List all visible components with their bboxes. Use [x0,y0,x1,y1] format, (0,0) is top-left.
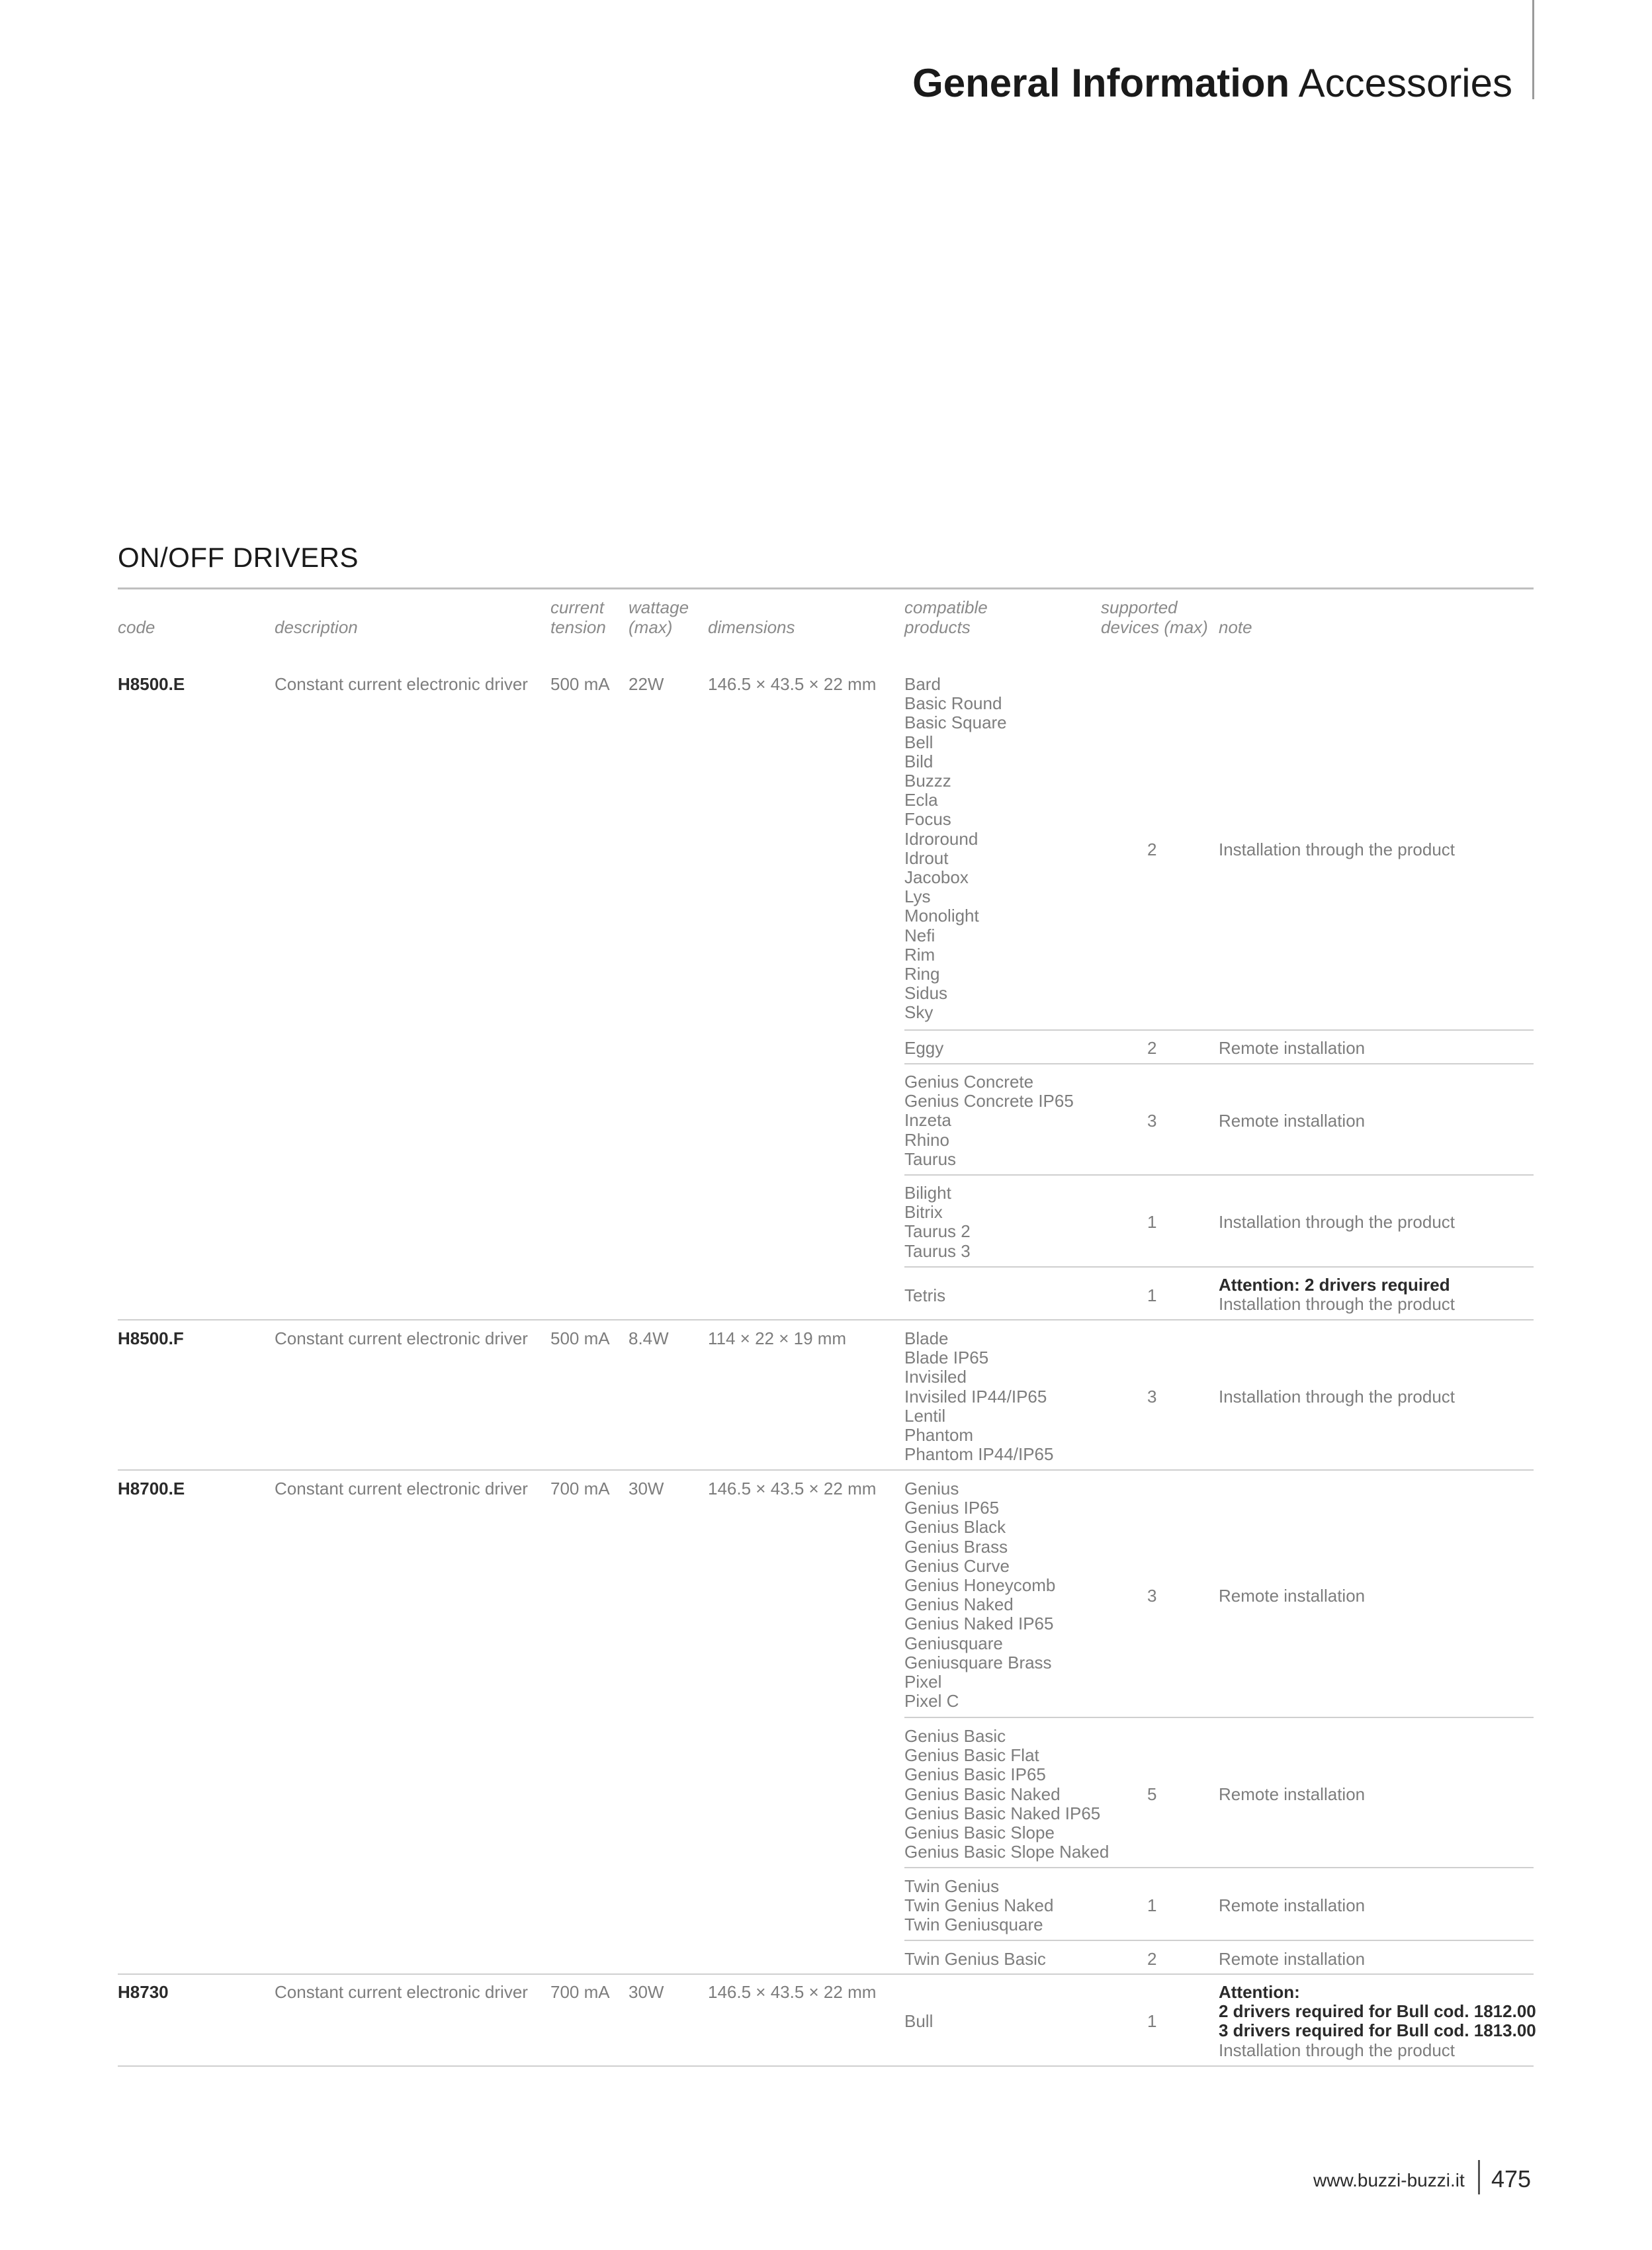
note-attention: Attention: 2 drivers required [1219,1275,1450,1295]
driver-wattage: 30W [629,1982,664,2002]
compatible-products: Genius Basic Genius Basic Flat Genius Basic IP65 Genius Basic Naked Genius Basic Naked IP65 Genius Basic Slope Genius Basic Slope Naked [904,1726,1109,1862]
compatible-products: Genius Concrete Genius Concrete IP65 Inzeta Rhino Taurus [904,1072,1074,1169]
driver-divider [118,1973,1534,1975]
column-header-wattage: wattage (max) [629,597,689,637]
supported-devices: 3 [1147,1586,1157,1606]
supported-devices: 2 [1147,1949,1157,1969]
note: Installation through the product [1219,1212,1456,1232]
supported-devices: 1 [1147,1895,1157,1915]
driver-current: 500 mA [550,674,610,694]
row-divider [904,1063,1534,1064]
supported-devices: 1 [1147,1285,1157,1305]
compatible-products: Twin Genius Twin Genius Naked Twin Geniusquare [904,1876,1054,1935]
note-attention: Attention: 2 drivers required for Bull cod. 1812.00 3 drivers required for Bull cod. 1813.00 [1219,1982,1536,2041]
note: Remote installation [1219,1895,1366,1915]
note: Installation through the product [1219,1294,1456,1314]
note: Remote installation [1219,1111,1366,1131]
driver-divider [118,1469,1534,1471]
row-divider [904,1174,1534,1176]
supported-devices: 2 [1147,1038,1157,1058]
compatible-products: Tetris [904,1285,946,1305]
note: Installation through the product [1219,2040,1456,2060]
driver-current: 700 mA [550,1982,610,2002]
compatible-products: Bull [904,2011,934,2031]
footer-divider [1478,2160,1480,2194]
column-header-supported: supported devices (max) [1101,597,1208,637]
compatible-products: Bard Basic Round Basic Square Bell Bild Buzzz Ecla Focus Idroround Idrout Jacobox Lys Monolight Nefi Rim Ring Sidus Sky [904,674,1007,1023]
note: Remote installation [1219,1038,1366,1058]
page-number: 475 [1491,2165,1532,2192]
driver-description: Constant current electronic driver [275,1328,528,1348]
column-header-current: current tension [550,597,606,637]
supported-devices: 1 [1147,1212,1157,1232]
driver-wattage: 30W [629,1479,664,1498]
compatible-products: Bilight Bitrix Taurus 2 Taurus 3 [904,1183,971,1261]
supported-devices: 3 [1147,1387,1157,1406]
column-header-compatible: compatible products [904,597,988,637]
supported-devices: 3 [1147,1111,1157,1131]
driver-code: H8500.F [118,1328,184,1348]
driver-description: Constant current electronic driver [275,1982,528,2002]
table-top-rule [118,587,1534,589]
column-header-code: code [118,617,155,637]
column-header-description: description [275,617,358,637]
table-bottom-rule [118,2065,1534,2067]
compatible-products: Blade Blade IP65 Invisiled Invisiled IP44/IP65 Lentil Phantom Phantom IP44/IP65 [904,1328,1054,1465]
driver-description: Constant current electronic driver [275,674,528,694]
driver-current: 500 mA [550,1328,610,1348]
driver-code: H8730 [118,1982,169,2002]
driver-code: H8500.E [118,674,185,694]
driver-wattage: 8.4W [629,1328,669,1348]
supported-devices: 1 [1147,2011,1157,2031]
compatible-products: Genius Genius IP65 Genius Black Genius Brass Genius Curve Genius Honeycomb Genius Naked Genius Naked IP65 Geniusquare Geniusquare Brass Pixel Pixel C [904,1479,1056,1711]
driver-wattage: 22W [629,674,664,694]
column-header-note: note [1219,617,1252,637]
driver-dimensions: 114 × 22 × 19 mm [708,1328,847,1348]
row-divider [904,1940,1534,1941]
page-title [912,61,1512,105]
section-title: ON/OFF DRIVERS [118,542,359,573]
driver-code: H8700.E [118,1479,185,1498]
supported-devices: 2 [1147,840,1157,859]
note: Remote installation [1219,1586,1366,1606]
note: Remote installation [1219,1949,1366,1969]
driver-dimensions: 146.5 × 43.5 × 22 mm [708,674,877,694]
compatible-products: Eggy [904,1038,944,1058]
row-divider [904,1717,1534,1718]
driver-divider [118,1319,1534,1320]
page-title-bold: General Information [912,61,1290,105]
note: Installation through the product [1219,840,1456,859]
compatible-products: Twin Genius Basic [904,1949,1046,1969]
driver-dimensions: 146.5 × 43.5 × 22 mm [708,1982,877,2002]
note: Remote installation [1219,1784,1366,1804]
driver-dimensions: 146.5 × 43.5 × 22 mm [708,1479,877,1498]
note: Installation through the product [1219,1387,1456,1406]
row-divider [904,1266,1534,1268]
website-link[interactable]: www.buzzi-buzzi.it [1313,2170,1465,2190]
header-divider [1532,0,1534,99]
row-divider [904,1867,1534,1868]
supported-devices: 5 [1147,1784,1157,1804]
page-title-light: Accessories [1298,61,1512,105]
driver-current: 700 mA [550,1479,610,1498]
row-divider [904,1029,1534,1031]
driver-description: Constant current electronic driver [275,1479,528,1498]
column-header-dimensions: dimensions [708,617,795,637]
